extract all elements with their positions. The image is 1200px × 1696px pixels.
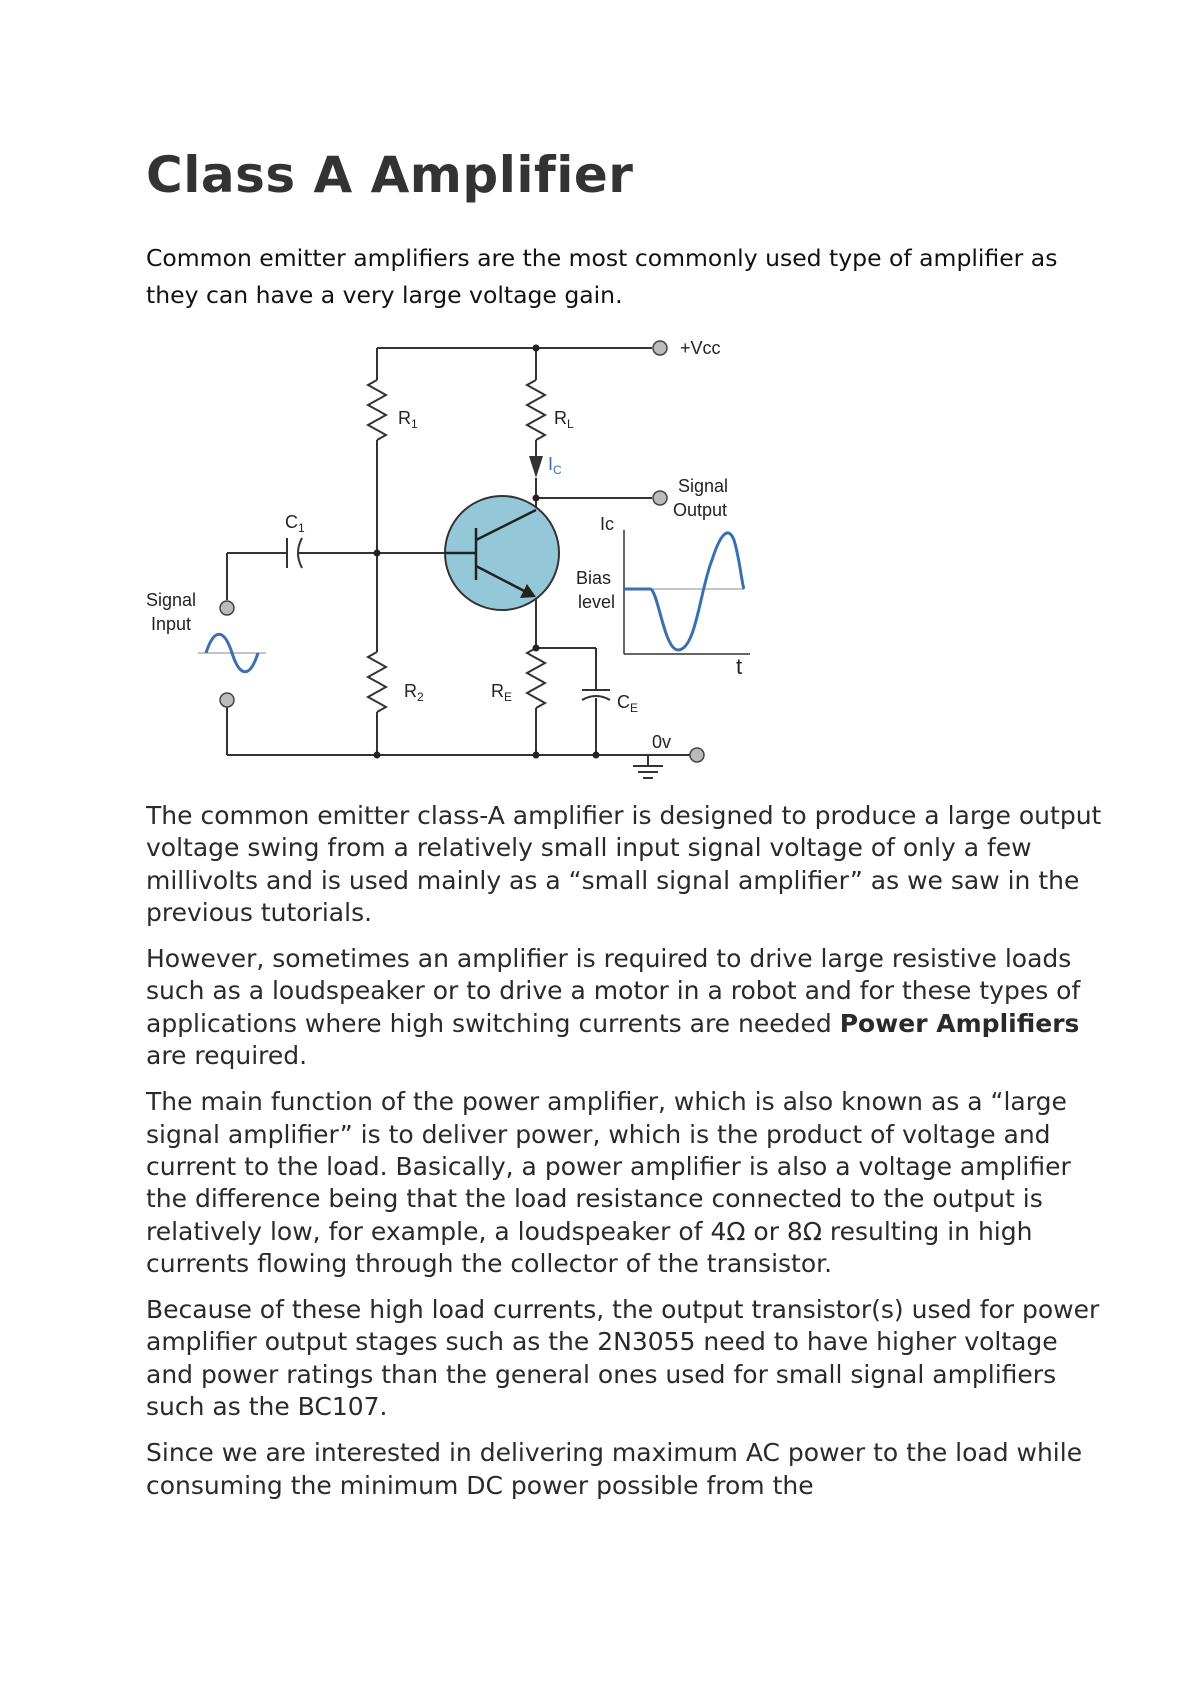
r1-label: $R_1$ [398,408,418,431]
body-text [146,800,1106,1516]
paragraph-2: However, sometimes an amplifier is required to drive large resistive loads such as a loudspeaker or to drive a motor in a robot and for these types of applications where high switching currents are needed Power Amplifiers are required. [146,944,1081,1071]
signal-output-label-line1: Signal [678,476,729,496]
r2-label: $R_2$ [404,681,424,704]
page-title: Class A Amplifier [146,146,634,204]
signal-input-label-line2: Input [151,614,192,634]
signal-input-label-line1: Signal [146,590,197,610]
t-axis-label: t [736,654,743,679]
signal-output-label-line2: Output [673,500,728,520]
paragraph-4: Because of these high load currents, the output transistor(s) used for power amplifier output stages such as the 2N3055 need to have higher voltage and power ratings than the general ones used for small signal amplifiers such as the BC107. [146,1295,1100,1422]
re-label: $R_E$ [491,681,513,704]
ground-terminal [690,748,704,762]
signal-input-terminal-top [220,601,234,615]
paragraph-5: Since we are interested in delivering maximum AC power to the load while consuming the minimum DC power possible from the [146,1438,1083,1500]
power-amplifiers-term: Power Amplifiers [839,1008,1080,1038]
bias-level-label-line2: level [578,592,616,612]
bias-level-label-line1: Bias [576,568,612,588]
ce-label: $C_E$ [617,692,639,715]
ic-label: $I_C$ [548,454,562,477]
paragraph-3: The main function of the power amplifier, which is also known as a “large signal amplifier” is to deliver power, which is the product of voltage and current to the load. Basically, a power amplifier is also a voltage amplifier the difference being that the load resistance connected to the output is relatively low, for example, a loudspeaker of 4Ω or 8Ω resulting in high currents flowing through the collector of the transistor. [146,1087,1071,1278]
c1-label: $C_1$ [285,512,305,535]
vcc-label: +Vcc [680,338,721,358]
output-sine-wave [624,533,744,650]
rl-label: $R_L$ [554,408,574,431]
intro-paragraph: Common emitter amplifiers are the most commonly used type of amplifier as they can have a very large voltage gain. [146,244,1058,309]
signal-output-terminal [653,491,667,505]
graph-ic-label: Ic [600,514,615,534]
paragraph-1: The common emitter class-A amplifier is designed to produce a large output voltage swing from a relatively small input signal voltage of only a few millivolts and is used mainly as a “small signal amplifier” as we saw in the previous tutorials. [146,801,1102,927]
vcc-terminal [653,341,667,355]
signal-input-terminal-bottom [220,693,234,707]
circuit-diagram [140,336,780,796]
zero-volt-label: 0v [652,732,672,752]
